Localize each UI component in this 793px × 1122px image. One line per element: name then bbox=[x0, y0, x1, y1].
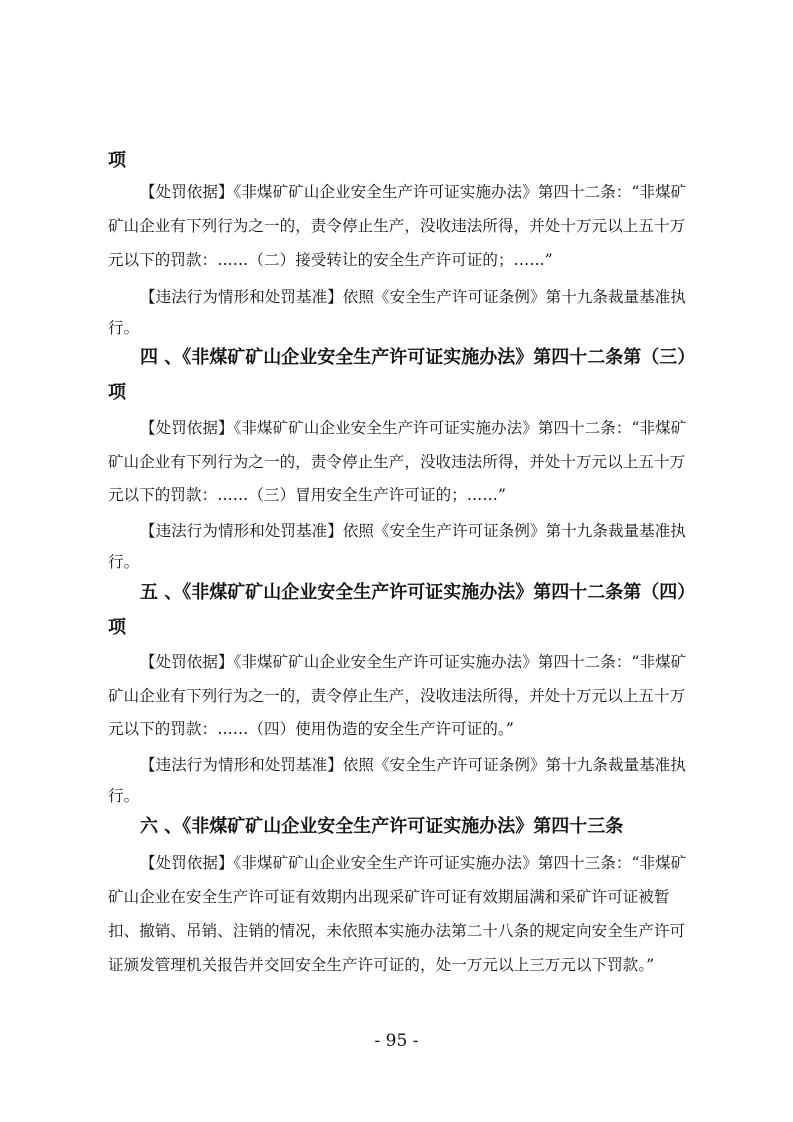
section-heading-continuation: 项 bbox=[108, 150, 126, 171]
paragraph-line: 【处罚依据】《非煤矿矿山企业安全生产许可证实施办法》第四十二条：“非煤矿 bbox=[140, 183, 687, 201]
paragraph-line: 矿山企业在安全生产许可证有效期内出现采矿许可证有效期届满和采矿许可证被暂 bbox=[108, 888, 670, 906]
paragraph-line: 矿山企业有下列行为之一的，责令停止生产，没收违法所得，并处十万元以上五十万 bbox=[108, 217, 686, 235]
paragraph-line: 扣、撤销、吊销、注销的情况，未依照本实施办法第二十八条的规定向安全生产许可 bbox=[108, 922, 686, 940]
paragraph-line: 【处罚依据】《非煤矿矿山企业安全生产许可证实施办法》第四十二条：“非煤矿 bbox=[140, 653, 687, 671]
section-heading-continuation: 项 bbox=[108, 382, 126, 403]
section-heading: 六 、《非煤矿矿山企业安全生产许可证实施办法》第四十三条 bbox=[140, 816, 624, 837]
paragraph-line: 【违法行为情形和处罚基准】依照《安全生产许可证条例》第十九条裁量基准执 bbox=[140, 288, 687, 306]
paragraph-line: 矿山企业有下列行为之一的，责令停止生产，没收违法所得，并处十万元以上五十万 bbox=[108, 453, 686, 471]
paragraph-line: 【处罚依据】《非煤矿矿山企业安全生产许可证实施办法》第四十三条：“非煤矿 bbox=[140, 854, 687, 872]
paragraph-line: 元以下的罚款：……（四）使用伪造的安全生产许可证的。” bbox=[108, 720, 514, 738]
paragraph-line: 【违法行为情形和处罚基准】依照《安全生产许可证条例》第十九条裁量基准执 bbox=[140, 756, 687, 774]
paragraph-line: 元以下的罚款：……（三）冒用安全生产许可证的；……” bbox=[108, 486, 507, 504]
paragraph-line: 行。 bbox=[108, 553, 140, 571]
section-heading: 四 、《非煤矿矿山企业安全生产许可证实施办法》第四十二条第（三） bbox=[140, 347, 696, 368]
section-heading-continuation: 项 bbox=[108, 617, 126, 638]
section-heading: 五 、《非煤矿矿山企业安全生产许可证实施办法》第四十二条第（四） bbox=[140, 582, 696, 603]
paragraph-line: 行。 bbox=[108, 787, 140, 805]
paragraph-line: 矿山企业有下列行为之一的，责令停止生产，没收违法所得，并处十万元以上五十万 bbox=[108, 687, 686, 705]
paragraph-line: 元以下的罚款：……（二）接受转让的安全生产许可证的；……” bbox=[108, 251, 553, 269]
page-number: - 95 - bbox=[374, 1031, 419, 1051]
paragraph-line: 【处罚依据】《非煤矿矿山企业安全生产许可证实施办法》第四十二条：“非煤矿 bbox=[140, 419, 687, 437]
paragraph-line: 【违法行为情形和处罚基准】依照《安全生产许可证条例》第十九条裁量基准执 bbox=[140, 522, 687, 540]
paragraph-line: 行。 bbox=[108, 319, 140, 337]
paragraph-line: 证颁发管理机关报告并交回安全生产许可证的，处一万元以上三万元以下罚款。” bbox=[108, 956, 655, 974]
